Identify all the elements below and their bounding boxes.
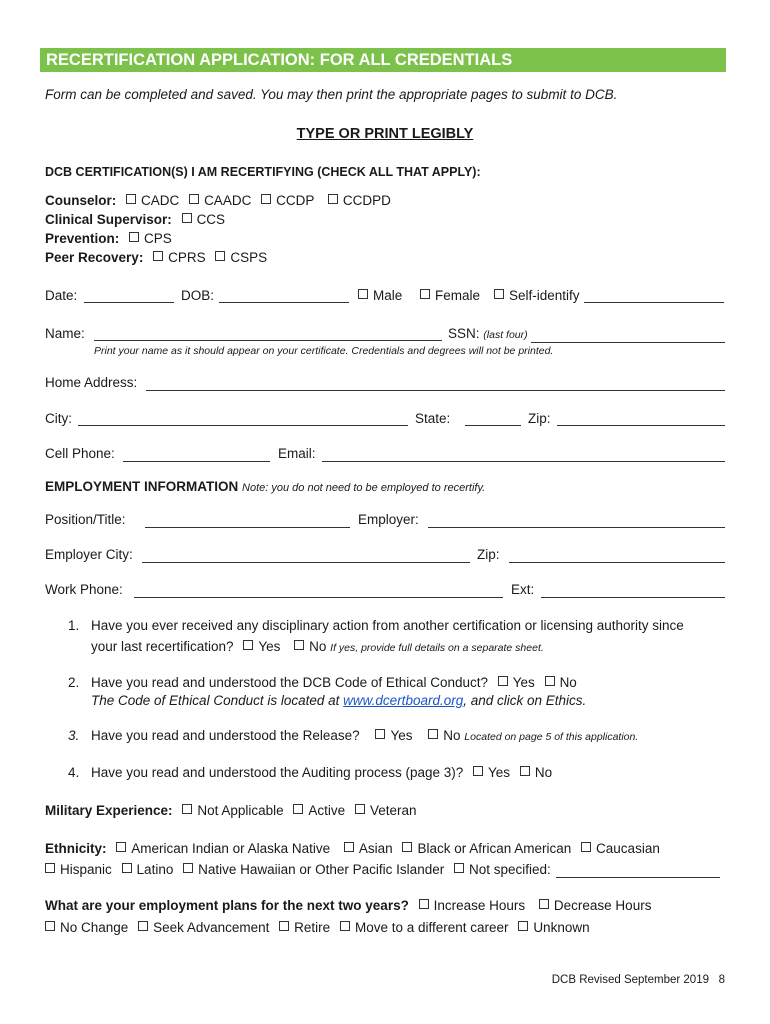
ethnicity-row-2	[39, 862, 551, 877]
self-identify-checkbox[interactable]	[494, 289, 504, 299]
not-specified-field[interactable]	[556, 877, 720, 878]
male-option	[352, 288, 402, 303]
ccdp-checkbox[interactable]	[261, 194, 271, 204]
female-option	[414, 288, 480, 303]
counselor-row	[45, 193, 391, 208]
state-label: State:	[415, 411, 451, 426]
page-number: 8	[718, 974, 725, 986]
military-label: Military Experience:	[45, 803, 173, 818]
ethnicity-row-1	[45, 841, 660, 856]
name-field[interactable]	[94, 340, 442, 341]
supervisor-row	[45, 212, 225, 227]
q4-yes-checkbox[interactable]	[473, 766, 483, 776]
q4-text: Have you read and understood the Auditing process (page 3)?	[91, 765, 464, 780]
prevention-row	[45, 231, 172, 246]
q2-no-checkbox[interactable]	[545, 676, 555, 686]
not-applicable-label: Not Applicable	[197, 803, 284, 818]
employer-zip-field[interactable]	[509, 562, 725, 563]
q4-yes-label: Yes	[488, 765, 511, 780]
q1-yes-checkbox[interactable]	[243, 640, 253, 650]
employer-city-label: Employer City:	[45, 547, 133, 562]
caucasian-label: Caucasian	[596, 841, 660, 856]
q3-line1	[91, 728, 638, 743]
q3-number: 3.	[68, 728, 80, 743]
cprs-checkbox[interactable]	[153, 251, 163, 261]
caadc-label: CAADC	[204, 193, 252, 208]
q1-text: Have you ever received any disciplinary action from another certification or licensing authority since	[91, 618, 684, 633]
peer-row	[45, 250, 267, 265]
zip-label: Zip:	[528, 411, 551, 426]
latino-checkbox[interactable]	[122, 863, 132, 873]
unknown-label: Unknown	[533, 920, 590, 935]
type-or-print-heading: TYPE OR PRINT LEGIBLY	[296, 126, 474, 142]
active-checkbox[interactable]	[293, 804, 303, 814]
self-identify-label: Self-identify	[509, 288, 580, 303]
last-four-note: (last four)	[483, 329, 528, 341]
q4-no-checkbox[interactable]	[520, 766, 530, 776]
no-change-checkbox[interactable]	[45, 921, 55, 931]
prevention-label: Prevention:	[45, 231, 120, 246]
name-note: Print your name as it should appear on your certificate. Credentials and degrees will not be printed.	[94, 345, 554, 357]
q3-yes-checkbox[interactable]	[375, 729, 385, 739]
q3-no-checkbox[interactable]	[428, 729, 438, 739]
q1-text-2: your last recertification?	[91, 639, 234, 654]
q1-no-label: No	[309, 639, 327, 654]
employer-zip-label: Zip:	[477, 547, 500, 562]
retire-label: Retire	[294, 920, 331, 935]
intro-note: Form can be completed and saved. You may then print the appropriate pages to submit to DCB.	[45, 87, 618, 102]
unknown-checkbox[interactable]	[518, 921, 528, 931]
military-row	[45, 803, 416, 818]
counselor-label: Counselor:	[45, 193, 117, 208]
employer-label: Employer:	[358, 512, 419, 527]
male-label: Male	[373, 288, 403, 303]
form-title: RECERTIFICATION APPLICATION: FOR ALL CREDENTIALS	[40, 48, 726, 72]
plans-label: What are your employment plans for the next two years?	[45, 898, 409, 913]
ssn-field[interactable]	[531, 342, 725, 343]
ccdpd-label: CCDPD	[342, 193, 391, 208]
cadc-label: CADC	[141, 193, 180, 208]
self-identify-field[interactable]	[584, 302, 724, 303]
decrease-hours-checkbox[interactable]	[539, 899, 549, 909]
work-phone-field[interactable]	[134, 597, 503, 598]
footer	[552, 974, 725, 986]
caucasian-checkbox[interactable]	[581, 842, 591, 852]
work-phone-label: Work Phone:	[45, 582, 123, 597]
city-label: City:	[45, 411, 72, 426]
employer-city-field[interactable]	[142, 562, 470, 563]
black-checkbox[interactable]	[402, 842, 412, 852]
q2-yes-checkbox[interactable]	[498, 676, 508, 686]
home-address-label: Home Address:	[45, 375, 138, 390]
q2-text: Have you read and understood the DCB Code of Ethical Conduct?	[91, 675, 488, 690]
latino-label: Latino	[136, 862, 174, 877]
q2-text-2: The Code of Ethical Conduct is located at	[91, 693, 340, 708]
date-field[interactable]	[84, 302, 174, 303]
native-hawaiian-label: Native Hawaiian or Other Pacific Islander	[198, 862, 445, 877]
q4-no-label: No	[534, 765, 553, 780]
revision-note: DCB Revised September 2019	[551, 974, 709, 986]
plans-row-2	[39, 920, 590, 935]
employment-heading-row	[45, 479, 485, 494]
ccdp-label: CCDP	[276, 193, 315, 208]
q4-number: 4.	[68, 765, 80, 780]
city-field[interactable]	[78, 425, 408, 426]
email-label: Email:	[278, 446, 316, 461]
caadc-checkbox[interactable]	[189, 194, 199, 204]
cadc-checkbox[interactable]	[126, 194, 136, 204]
dob-label: DOB:	[181, 288, 215, 303]
veteran-label: Veteran	[369, 803, 417, 818]
retire-checkbox[interactable]	[279, 921, 289, 931]
hispanic-checkbox[interactable]	[45, 863, 55, 873]
q1-note: If yes, provide full details on a separate sheet.	[330, 642, 544, 654]
ssn-label	[448, 326, 528, 341]
dob-field[interactable]	[219, 302, 349, 303]
active-label: Active	[308, 803, 346, 818]
cprs-label: CPRS	[168, 250, 206, 265]
seek-advancement-label: Seek Advancement	[153, 920, 270, 935]
certification-heading: DCB CERTIFICATION(S) I AM RECERTIFYING (CHECK ALL THAT APPLY):	[45, 165, 481, 179]
no-change-label: No Change	[60, 920, 129, 935]
female-label: Female	[435, 288, 481, 303]
veteran-checkbox[interactable]	[355, 804, 365, 814]
cell-phone-label: Cell Phone:	[45, 446, 115, 461]
cps-checkbox[interactable]	[129, 232, 139, 242]
ccdpd-checkbox[interactable]	[328, 194, 338, 204]
ethnicity-label: Ethnicity:	[45, 841, 107, 856]
state-field[interactable]	[465, 425, 521, 426]
female-checkbox[interactable]	[420, 289, 430, 299]
employment-heading: EMPLOYMENT INFORMATION	[45, 479, 239, 494]
q2-text-3: , and click on Ethics.	[463, 693, 587, 708]
position-label: Position/Title:	[45, 512, 126, 527]
not-specified-label: Not specified:	[468, 862, 551, 877]
home-address-field[interactable]	[146, 390, 725, 391]
native-hawaiian-checkbox[interactable]	[183, 863, 193, 873]
q1-number: 1.	[68, 618, 80, 633]
male-checkbox[interactable]	[358, 289, 368, 299]
name-label: Name:	[45, 326, 85, 341]
increase-hours-checkbox[interactable]	[419, 899, 429, 909]
not-specified-checkbox[interactable]	[454, 863, 464, 873]
employment-note: Note: you do not need to be employed to recertify.	[242, 482, 486, 494]
position-field[interactable]	[145, 527, 350, 528]
supervisor-label: Clinical Supervisor:	[45, 212, 172, 227]
asian-checkbox[interactable]	[344, 842, 354, 852]
csps-checkbox[interactable]	[215, 251, 225, 261]
employer-field[interactable]	[428, 527, 725, 528]
move-career-label: Move to a different career	[354, 920, 509, 935]
email-field[interactable]	[322, 461, 725, 462]
self-identify-option	[488, 288, 580, 303]
increase-hours-label: Increase Hours	[433, 898, 526, 913]
plans-row-1	[45, 898, 651, 913]
csps-label: CSPS	[230, 250, 268, 265]
dcertboard-link[interactable]: www.dcertboard.org	[343, 693, 464, 708]
q4-line1	[91, 765, 552, 780]
decrease-hours-label: Decrease Hours	[553, 898, 652, 913]
q3-no-label: No	[443, 728, 461, 743]
peer-label: Peer Recovery:	[45, 250, 144, 265]
seek-advancement-checkbox[interactable]	[138, 921, 148, 931]
q2-line2	[91, 693, 586, 708]
q1-no-checkbox[interactable]	[294, 640, 304, 650]
q3-yes-label: Yes	[390, 728, 413, 743]
q1-line2	[91, 639, 544, 654]
cell-phone-field[interactable]	[123, 461, 270, 462]
asian-label: Asian	[358, 841, 393, 856]
ccs-label: CCS	[196, 212, 226, 227]
q1-yes-label: Yes	[258, 639, 281, 654]
q2-no-label: No	[559, 675, 577, 690]
black-label: Black or African American	[417, 841, 572, 856]
american-indian-checkbox[interactable]	[116, 842, 126, 852]
zip-field[interactable]	[557, 425, 725, 426]
american-indian-label: American Indian or Alaska Native	[131, 841, 331, 856]
not-applicable-checkbox[interactable]	[182, 804, 192, 814]
q2-yes-label: Yes	[512, 675, 535, 690]
ssn-text: SSN:	[448, 326, 480, 341]
q2-number: 2.	[68, 675, 80, 690]
cps-label: CPS	[144, 231, 172, 246]
ext-field[interactable]	[541, 597, 725, 598]
ext-label: Ext:	[511, 582, 535, 597]
move-career-checkbox[interactable]	[340, 921, 350, 931]
q3-note: Located on page 5 of this application.	[464, 731, 639, 743]
q2-line1	[91, 675, 577, 690]
ccs-checkbox[interactable]	[182, 213, 192, 223]
date-label: Date:	[45, 288, 78, 303]
q3-text: Have you read and understood the Release?	[91, 728, 360, 743]
hispanic-label: Hispanic	[60, 862, 112, 877]
